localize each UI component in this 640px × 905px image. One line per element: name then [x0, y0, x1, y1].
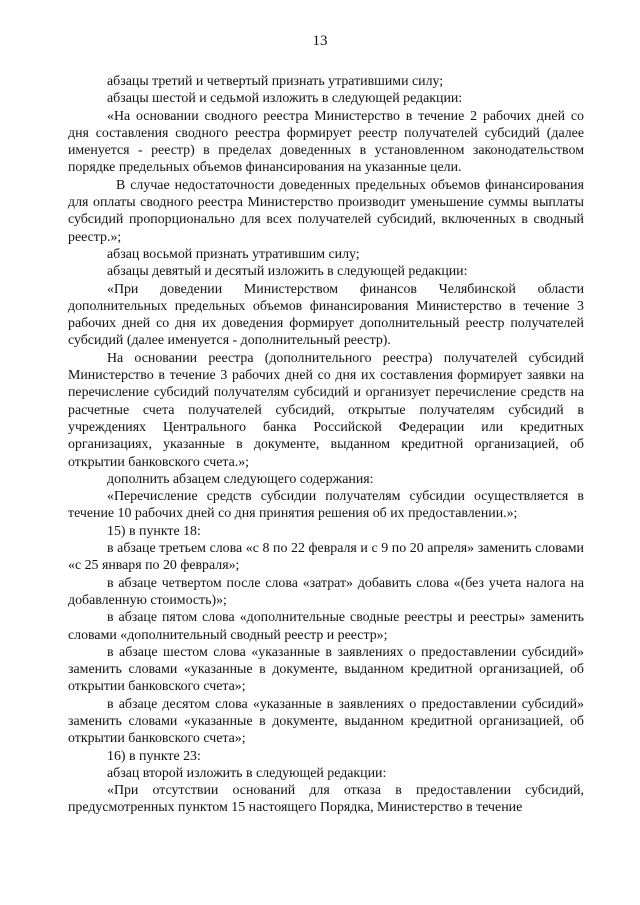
paragraph: абзацы девятый и десятый изложить в следующей редакции: [107, 264, 468, 280]
paragraph: в абзаце третьем слова «с 8 по 22 февраля и с 9 по 20 апреля» заменить словами «с 25 января по 20 февраля»; [68, 541, 584, 574]
paragraph: абзацы шестой и седьмой изложить в следующей редакции: [107, 91, 463, 107]
paragraph: в абзаце пятом слова «дополнительные сводные реестры и реестры» заменить словами «дополнительный сводный реестр и реестр»; [68, 610, 584, 643]
paragraph: дополнить абзацем следующего содержания: [107, 471, 374, 487]
paragraph: в абзаце четвертом после слова «затрат» добавить слова «(без учета налога на добавленную стоимость)»; [68, 575, 584, 608]
page-number: 13 [312, 33, 328, 49]
paragraph: в абзаце десятом слова «указанные в заявлениях о предоставлении субсидий» заменить словами «указанные в документе, выданном кредитной организацией, об открытии банковского счета»; [68, 696, 584, 747]
paragraph: абзацы третий и четвертый признать утратившими силу; [107, 74, 444, 89]
paragraph: «Перечисление средств субсидии получателям субсидии осуществляется в течение 10 рабочих дней со дня принятия решения об их предоставлении.»; [68, 489, 584, 522]
paragraph: На основании реестра (дополнительного реестра) получателей субсидий Министерство в течение 3 рабочих дней со дня их составления формирует заявки на перечисление субсидий получателям субсидий и организует перечисление средств на расчетные счета получателей субсидий, открытые получателям субсидий в учреждениях Центрального банка Российской Федерации или кредитных организациях, указанные в документе, выданном кредитной организацией, об открытии банковского счета.»; [68, 350, 584, 470]
paragraph: в абзаце шестом слова «указанные в заявлениях о предоставлении субсидий» заменить словами «указанные в документе, выданном кредитной организацией, об открытии банковского счета»; [68, 644, 584, 695]
paragraph: «При доведении Министерством финансов Челябинской области дополнительных предельных объемов финансирования Министерство в течение 3 рабочих дней со дня их доведения формирует дополнительный реестр получателей субсидий (далее именуется - дополнительный реестр). [68, 281, 584, 349]
paragraph: «При отсутствии оснований для отказа в предоставлении субсидий, предусмотренных пунктом 15 настоящего Порядка, Министерство в течение [68, 783, 584, 816]
paragraph: «На основании сводного реестра Министерство в течение 2 рабочих дней со дня составления сводного реестра формирует реестр получателей субсидий (далее именуется - реестр) в пределах доведенных в установленном законодательством порядке предельных объемов финансирования на указанные цели. [68, 108, 584, 176]
paragraph: В случае недостаточности доведенных предельных объемов финансирования для оплаты сводного реестра Министерство производит уменьшение суммы выплаты субсидий пропорционально для всех получателей субсидий, включенных в сводный реестр.»; [68, 177, 584, 245]
paragraph: абзац восьмой признать утратившим силу; [107, 246, 360, 262]
paragraph: абзац второй изложить в следующей редакции: [107, 765, 387, 781]
paragraph: 15) в пункте 18: [107, 523, 201, 539]
paragraph: 16) в пункте 23: [107, 748, 201, 764]
document-body [68, 73, 584, 817]
